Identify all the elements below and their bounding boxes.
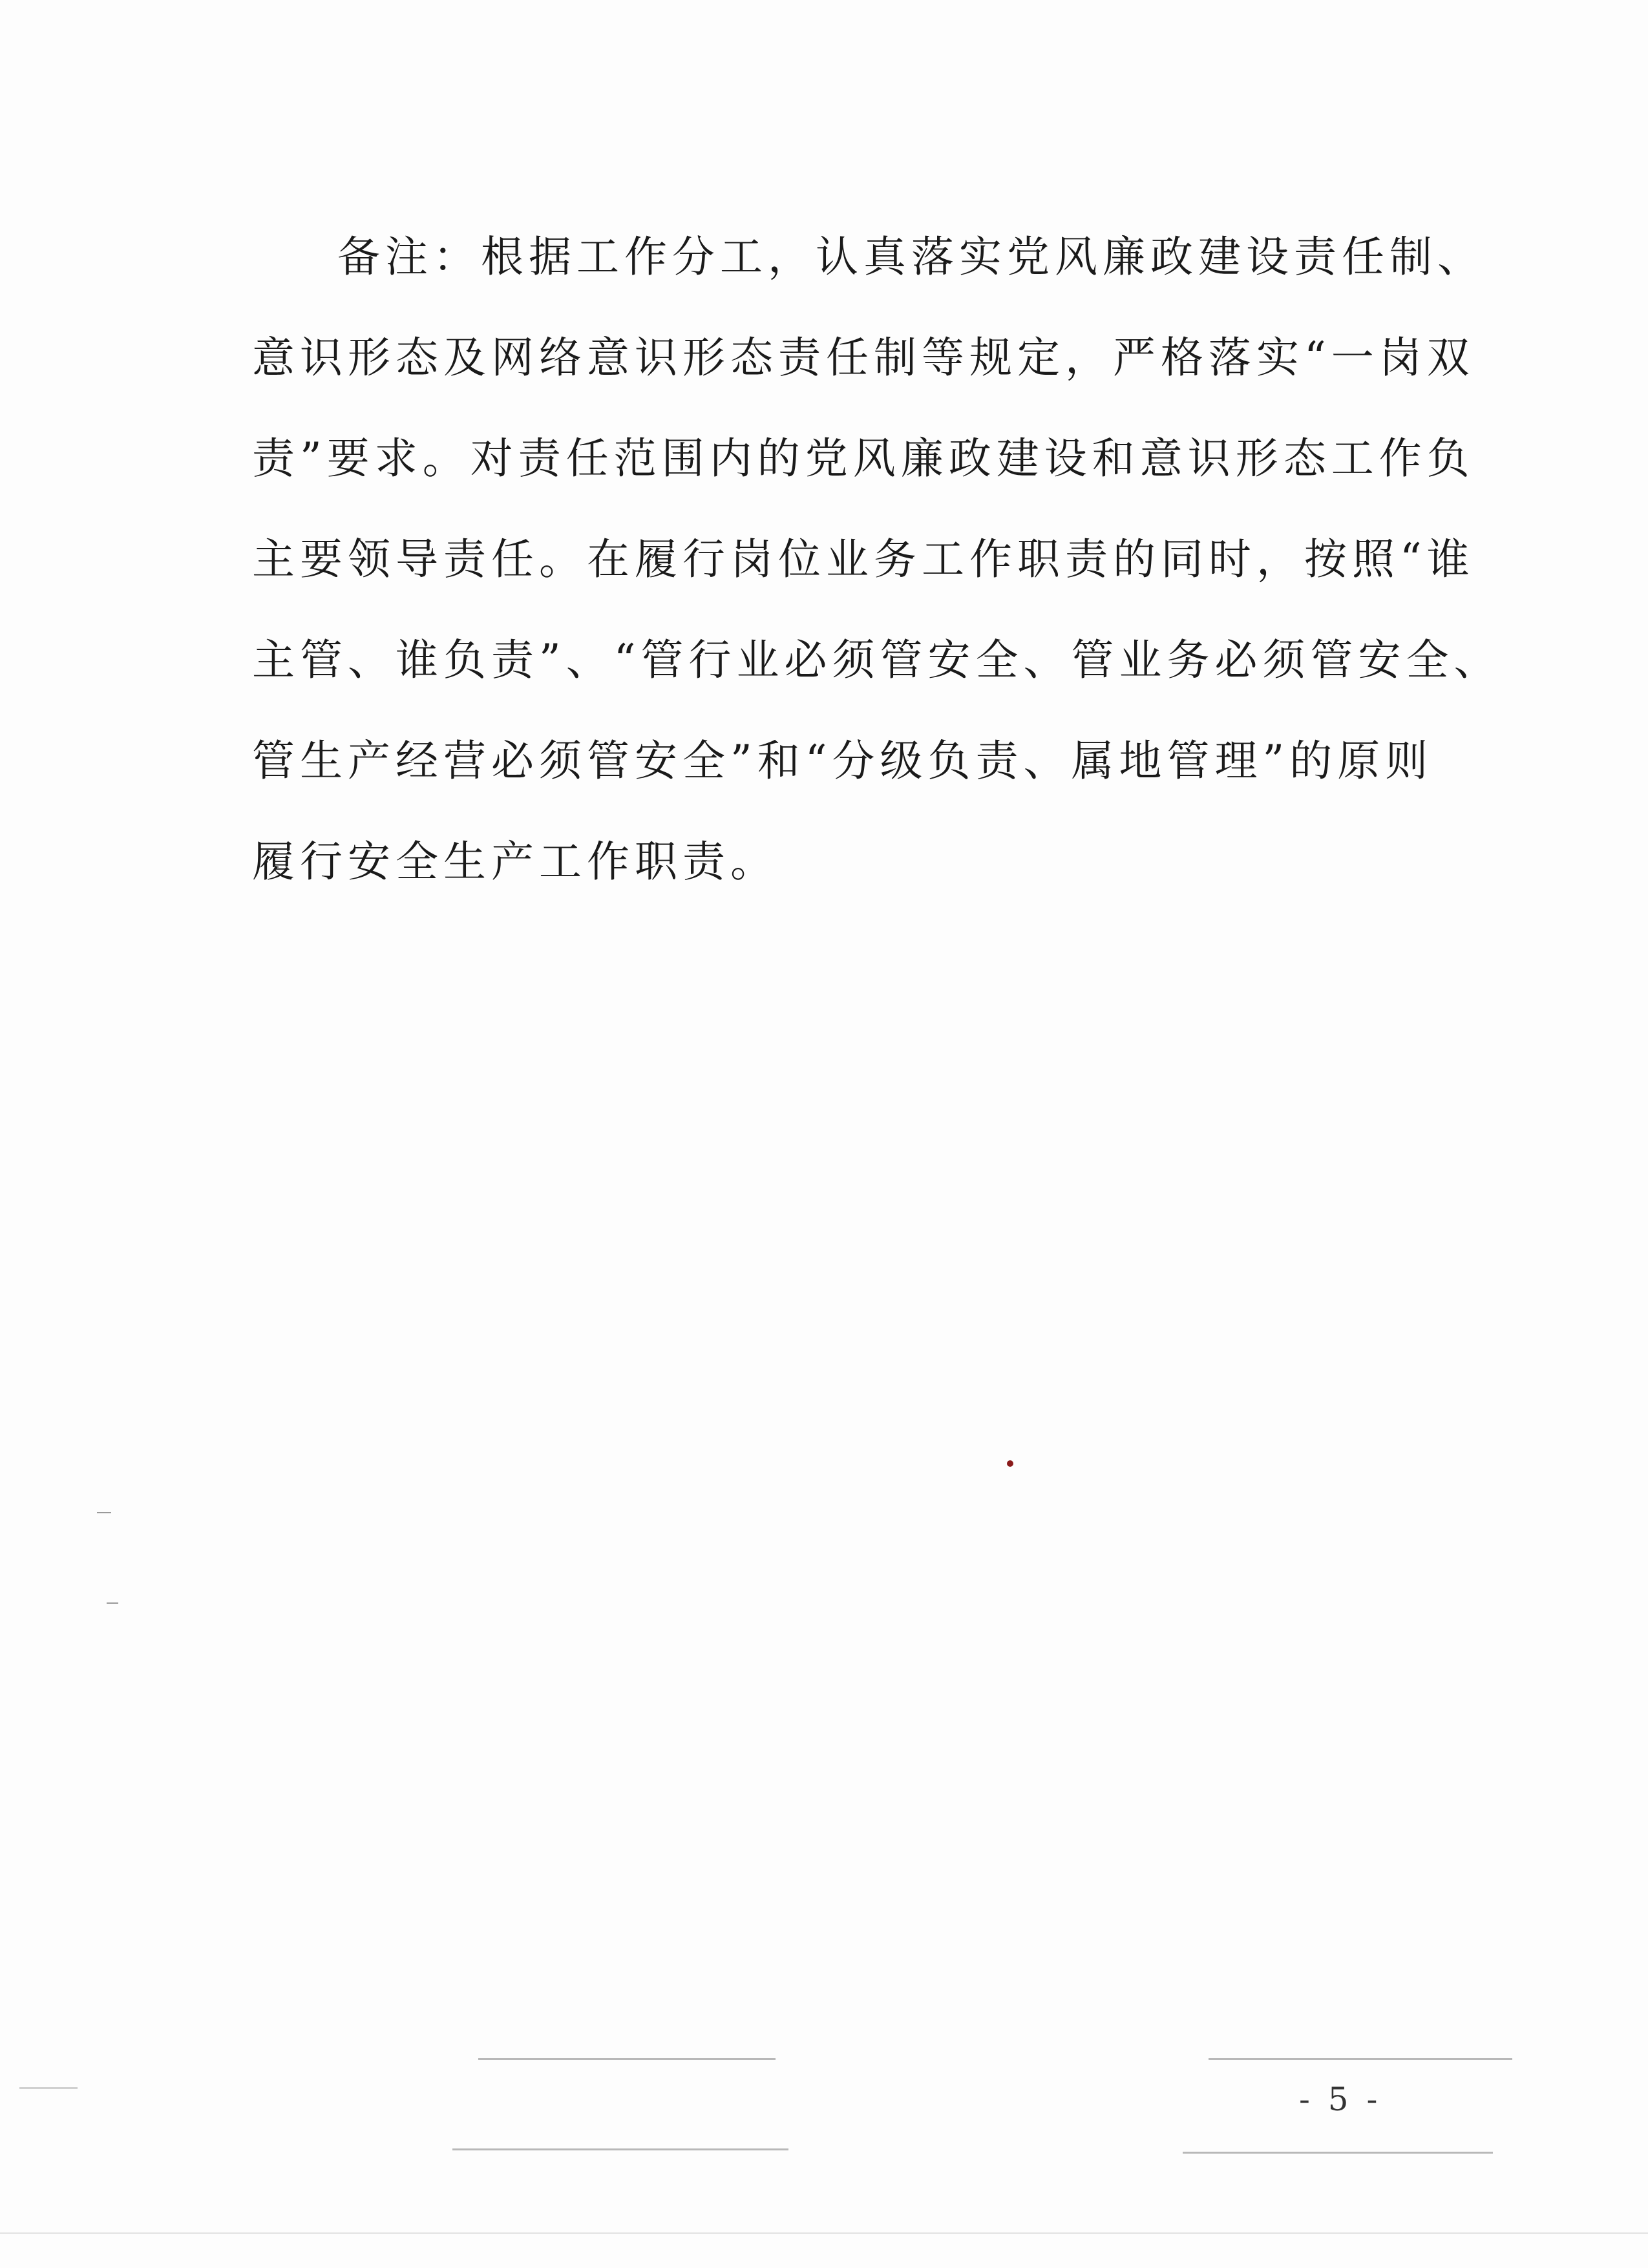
paragraph-line: 意识形态及网络意识形态责任制等规定，严格落实“一岗双 bbox=[252, 333, 1475, 383]
footer-rule bbox=[1183, 2152, 1493, 2154]
page-number: - 5 - bbox=[1299, 2081, 1382, 2118]
footer-rule bbox=[19, 2087, 78, 2089]
paragraph-line: 责”要求。对责任范围内的党风廉政建设和意识形态工作负 bbox=[252, 434, 1475, 483]
paragraph-line: 主管、谁负责”、“管行业必须管安全、管业务必须管安全、 bbox=[252, 635, 1502, 685]
footer-rule bbox=[1209, 2058, 1512, 2060]
footer-rule bbox=[478, 2058, 776, 2060]
footer-rule bbox=[0, 2232, 1648, 2234]
paragraph-line: 主要领导责任。在履行岗位业务工作职责的同时，按照“谁 bbox=[252, 534, 1475, 584]
paragraph-line: 履行安全生产工作职责。 bbox=[252, 837, 778, 887]
paragraph-line: 备注：根据工作分工，认真落实党风廉政建设责任制、 bbox=[337, 232, 1485, 282]
scan-speck bbox=[1007, 1460, 1013, 1467]
remark-paragraph bbox=[252, 207, 1502, 912]
scan-artifact bbox=[97, 1512, 111, 1513]
footer-rule bbox=[452, 2148, 788, 2150]
scan-artifact bbox=[107, 1602, 118, 1604]
paragraph-line: 管生产经营必须管安全”和“分级负责、属地管理”的原则 bbox=[252, 736, 1433, 786]
